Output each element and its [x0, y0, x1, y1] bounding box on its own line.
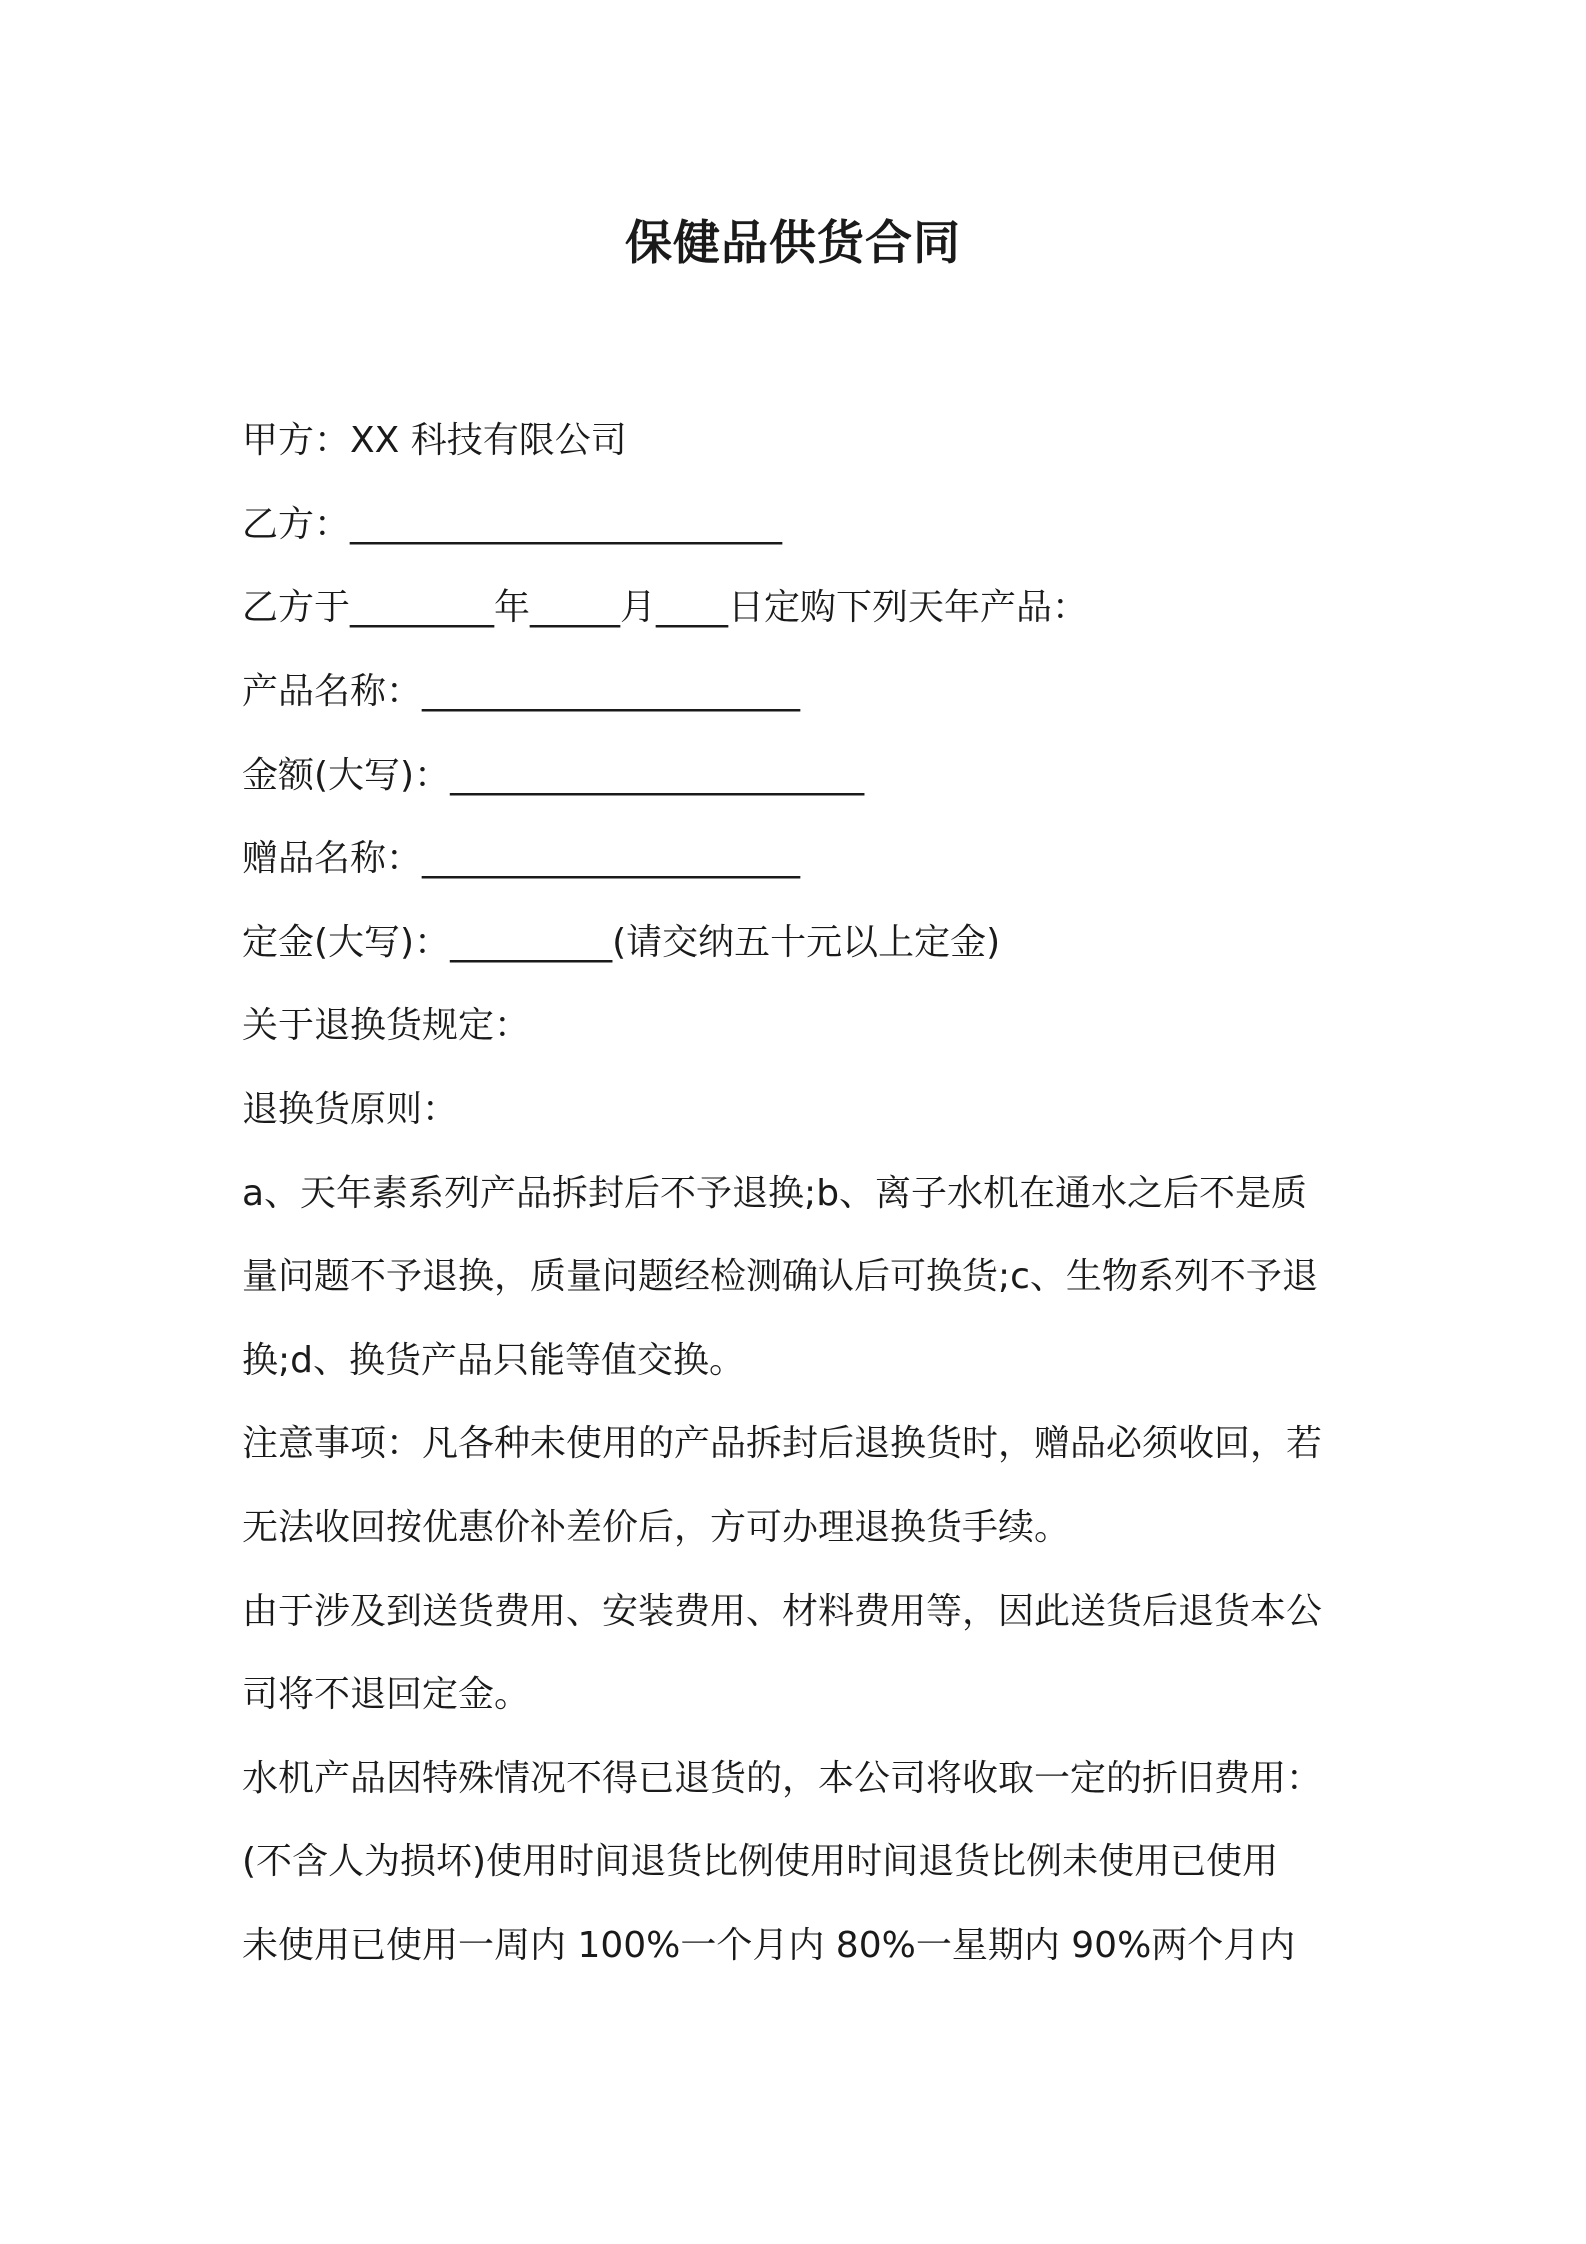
deposit-notice-line: 司将不退回定金。 — [242, 1674, 531, 1715]
principles-paragraph-line: 量问题不予退换，质量问题经检测确认后可换货;c、生物系列不予退 — [242, 1256, 1318, 1297]
deposit-line: 定金(大写)：_________(请交纳五十元以上定金) — [242, 922, 1001, 963]
party-b-line: 乙方：________________________ — [242, 504, 783, 545]
return-rules-heading: 关于退换货规定： — [242, 1005, 531, 1046]
depreciation-paragraph-line: 未使用已使用一周内 100%一个月内 80%一星期内 90%两个月内 — [242, 1925, 1296, 1966]
product-name-line: 产品名称：_____________________ — [242, 671, 801, 712]
party-a-line: 甲方：XX 科技有限公司 — [242, 420, 627, 461]
deposit-notice-line: 由于涉及到送货费用、安装费用、材料费用等，因此送货后退货本公 — [242, 1591, 1323, 1632]
notice-paragraph-line: 注意事项：凡各种未使用的产品拆封后退换货时，赠品必须收回，若 — [242, 1423, 1323, 1464]
order-date-line: 乙方于________年_____月____日定购下列天年产品： — [242, 587, 1089, 628]
depreciation-paragraph-line: (不含人为损坏)使用时间退货比例使用时间退货比例未使用已使用 — [242, 1841, 1279, 1882]
depreciation-paragraph-line: 水机产品因特殊情况不得已退货的，本公司将收取一定的折旧费用： — [242, 1758, 1323, 1799]
return-principles-heading: 退换货原则： — [242, 1089, 459, 1130]
gift-name-line: 赠品名称：_____________________ — [242, 838, 801, 879]
document-title: 保健品供货合同 — [625, 216, 961, 271]
principles-paragraph-line: a、天年素系列产品拆封后不予退换;b、离子水机在通水之后不是质 — [242, 1173, 1308, 1214]
notice-paragraph-line: 无法收回按优惠价补差价后，方可办理退换货手续。 — [242, 1507, 1071, 1548]
principles-paragraph-line: 换;d、换货产品只能等值交换。 — [242, 1340, 745, 1381]
amount-line: 金额(大写)：_______________________ — [242, 755, 865, 796]
